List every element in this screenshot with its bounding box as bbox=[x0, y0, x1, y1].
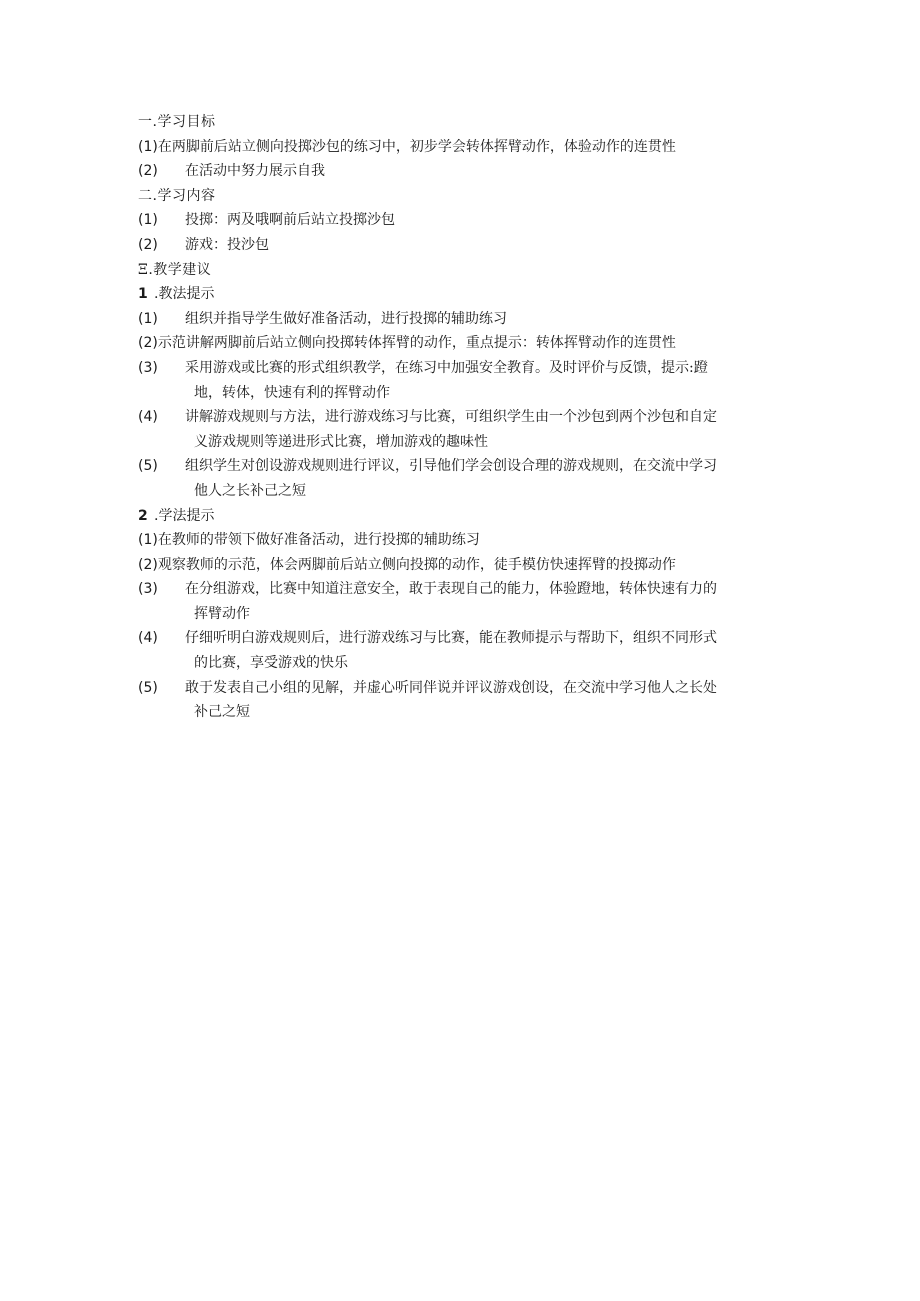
item-text-continuation: 补己之短 bbox=[194, 704, 250, 721]
item-number: (4) bbox=[138, 630, 158, 647]
list-item bbox=[138, 356, 788, 405]
list-item bbox=[138, 159, 788, 184]
list-item bbox=[138, 577, 788, 626]
list-item bbox=[138, 676, 788, 725]
item-text: 仔细听明白游戏规则后，进行游戏练习与比赛，能在教师提示与帮助下，组织不同形式 bbox=[185, 630, 717, 647]
item-text-continuation: 他人之长补己之短 bbox=[194, 482, 306, 499]
section-heading-learning-goals: 一.学习目标 bbox=[138, 114, 216, 130]
subsection-heading-teaching-tips bbox=[138, 282, 788, 307]
item-text: 投掷：两及哦啊前后站立投掷沙包 bbox=[185, 212, 395, 229]
list-item bbox=[138, 208, 788, 233]
list-item bbox=[138, 307, 788, 332]
item-text: 在分组游戏，比赛中知道注意安全，敢于表现自己的能力，体验蹬地，转体快速有力的 bbox=[185, 581, 717, 598]
item-text: 在活动中努力展示自我 bbox=[185, 163, 325, 180]
subsection-number: 2 bbox=[138, 507, 148, 524]
item-number: (3) bbox=[138, 359, 158, 376]
list-item bbox=[138, 405, 788, 454]
subsection-title: .教法提示 bbox=[154, 286, 215, 303]
item-number: (4) bbox=[138, 409, 158, 426]
item-text: 组织学生对创设游戏规则进行评议，引导他们学会创设合理的游戏规则，在交流中学习 bbox=[185, 458, 717, 475]
item-number: (2) bbox=[138, 335, 158, 352]
list-item bbox=[138, 233, 788, 258]
item-text-continuation: 挥臂动作 bbox=[194, 605, 250, 622]
item-text: 讲解游戏规则与方法，进行游戏练习与比赛，可组织学生由一个沙包到两个沙包和自定 bbox=[185, 409, 717, 426]
subsection-number: 1 bbox=[138, 286, 148, 303]
list-item bbox=[138, 626, 788, 675]
item-text: 采用游戏或比赛的形式组织教学，在练习中加强安全教育。及时评价与反馈，提示:蹬 bbox=[185, 359, 708, 376]
item-number: (1) bbox=[138, 532, 158, 549]
item-text-continuation: 的比赛，享受游戏的快乐 bbox=[194, 655, 348, 672]
section-heading-learning-content: 二.学习内容 bbox=[138, 187, 216, 204]
list-item bbox=[138, 528, 788, 553]
item-number: (5) bbox=[138, 679, 158, 696]
item-number: (1) bbox=[138, 212, 158, 229]
item-number: (2) bbox=[138, 163, 158, 180]
item-text-continuation: 地，转体，快速有利的挥臂动作 bbox=[194, 384, 390, 401]
list-item bbox=[138, 135, 788, 160]
subsection-title: .学法提示 bbox=[154, 507, 215, 524]
item-text: 在教师的带领下做好准备活动，进行投掷的辅助练习 bbox=[157, 532, 480, 549]
item-text: 游戏：投沙包 bbox=[185, 236, 269, 253]
item-number: (2) bbox=[138, 556, 158, 573]
list-item bbox=[138, 553, 788, 578]
item-text: 敢于发表自己小组的见解，并虚心听同伴说并评议游戏创设，在交流中学习他人之长处 bbox=[185, 679, 717, 696]
item-text: 在两脚前后站立侧向投掷沙包的练习中，初步学会转体挥臂动作，体验动作的连贯性 bbox=[157, 138, 676, 155]
subsection-heading-learning-tips bbox=[138, 504, 788, 529]
item-number: (1) bbox=[138, 310, 158, 327]
document-body bbox=[138, 110, 788, 725]
item-text: 观察教师的示范，体会两脚前后站立侧向投掷的动作，徒手模仿快速挥臂的投掷动作 bbox=[157, 556, 676, 573]
item-number: (1) bbox=[138, 138, 158, 155]
item-text: 示范讲解两脚前后站立侧向投掷转体挥臂的动作，重点提示：转体挥臂动作的连贯性 bbox=[157, 335, 676, 352]
item-text: 组织并指导学生做好准备活动，进行投掷的辅助练习 bbox=[185, 310, 507, 327]
list-item bbox=[138, 454, 788, 503]
item-number: (3) bbox=[138, 581, 158, 598]
item-number: (2) bbox=[138, 236, 158, 253]
section-heading-teaching-suggestions: Ξ.教学建议 bbox=[138, 261, 212, 278]
list-item bbox=[138, 331, 788, 356]
item-text-continuation: 义游戏规则等递进形式比赛，增加游戏的趣味性 bbox=[194, 433, 488, 450]
item-number: (5) bbox=[138, 458, 158, 475]
